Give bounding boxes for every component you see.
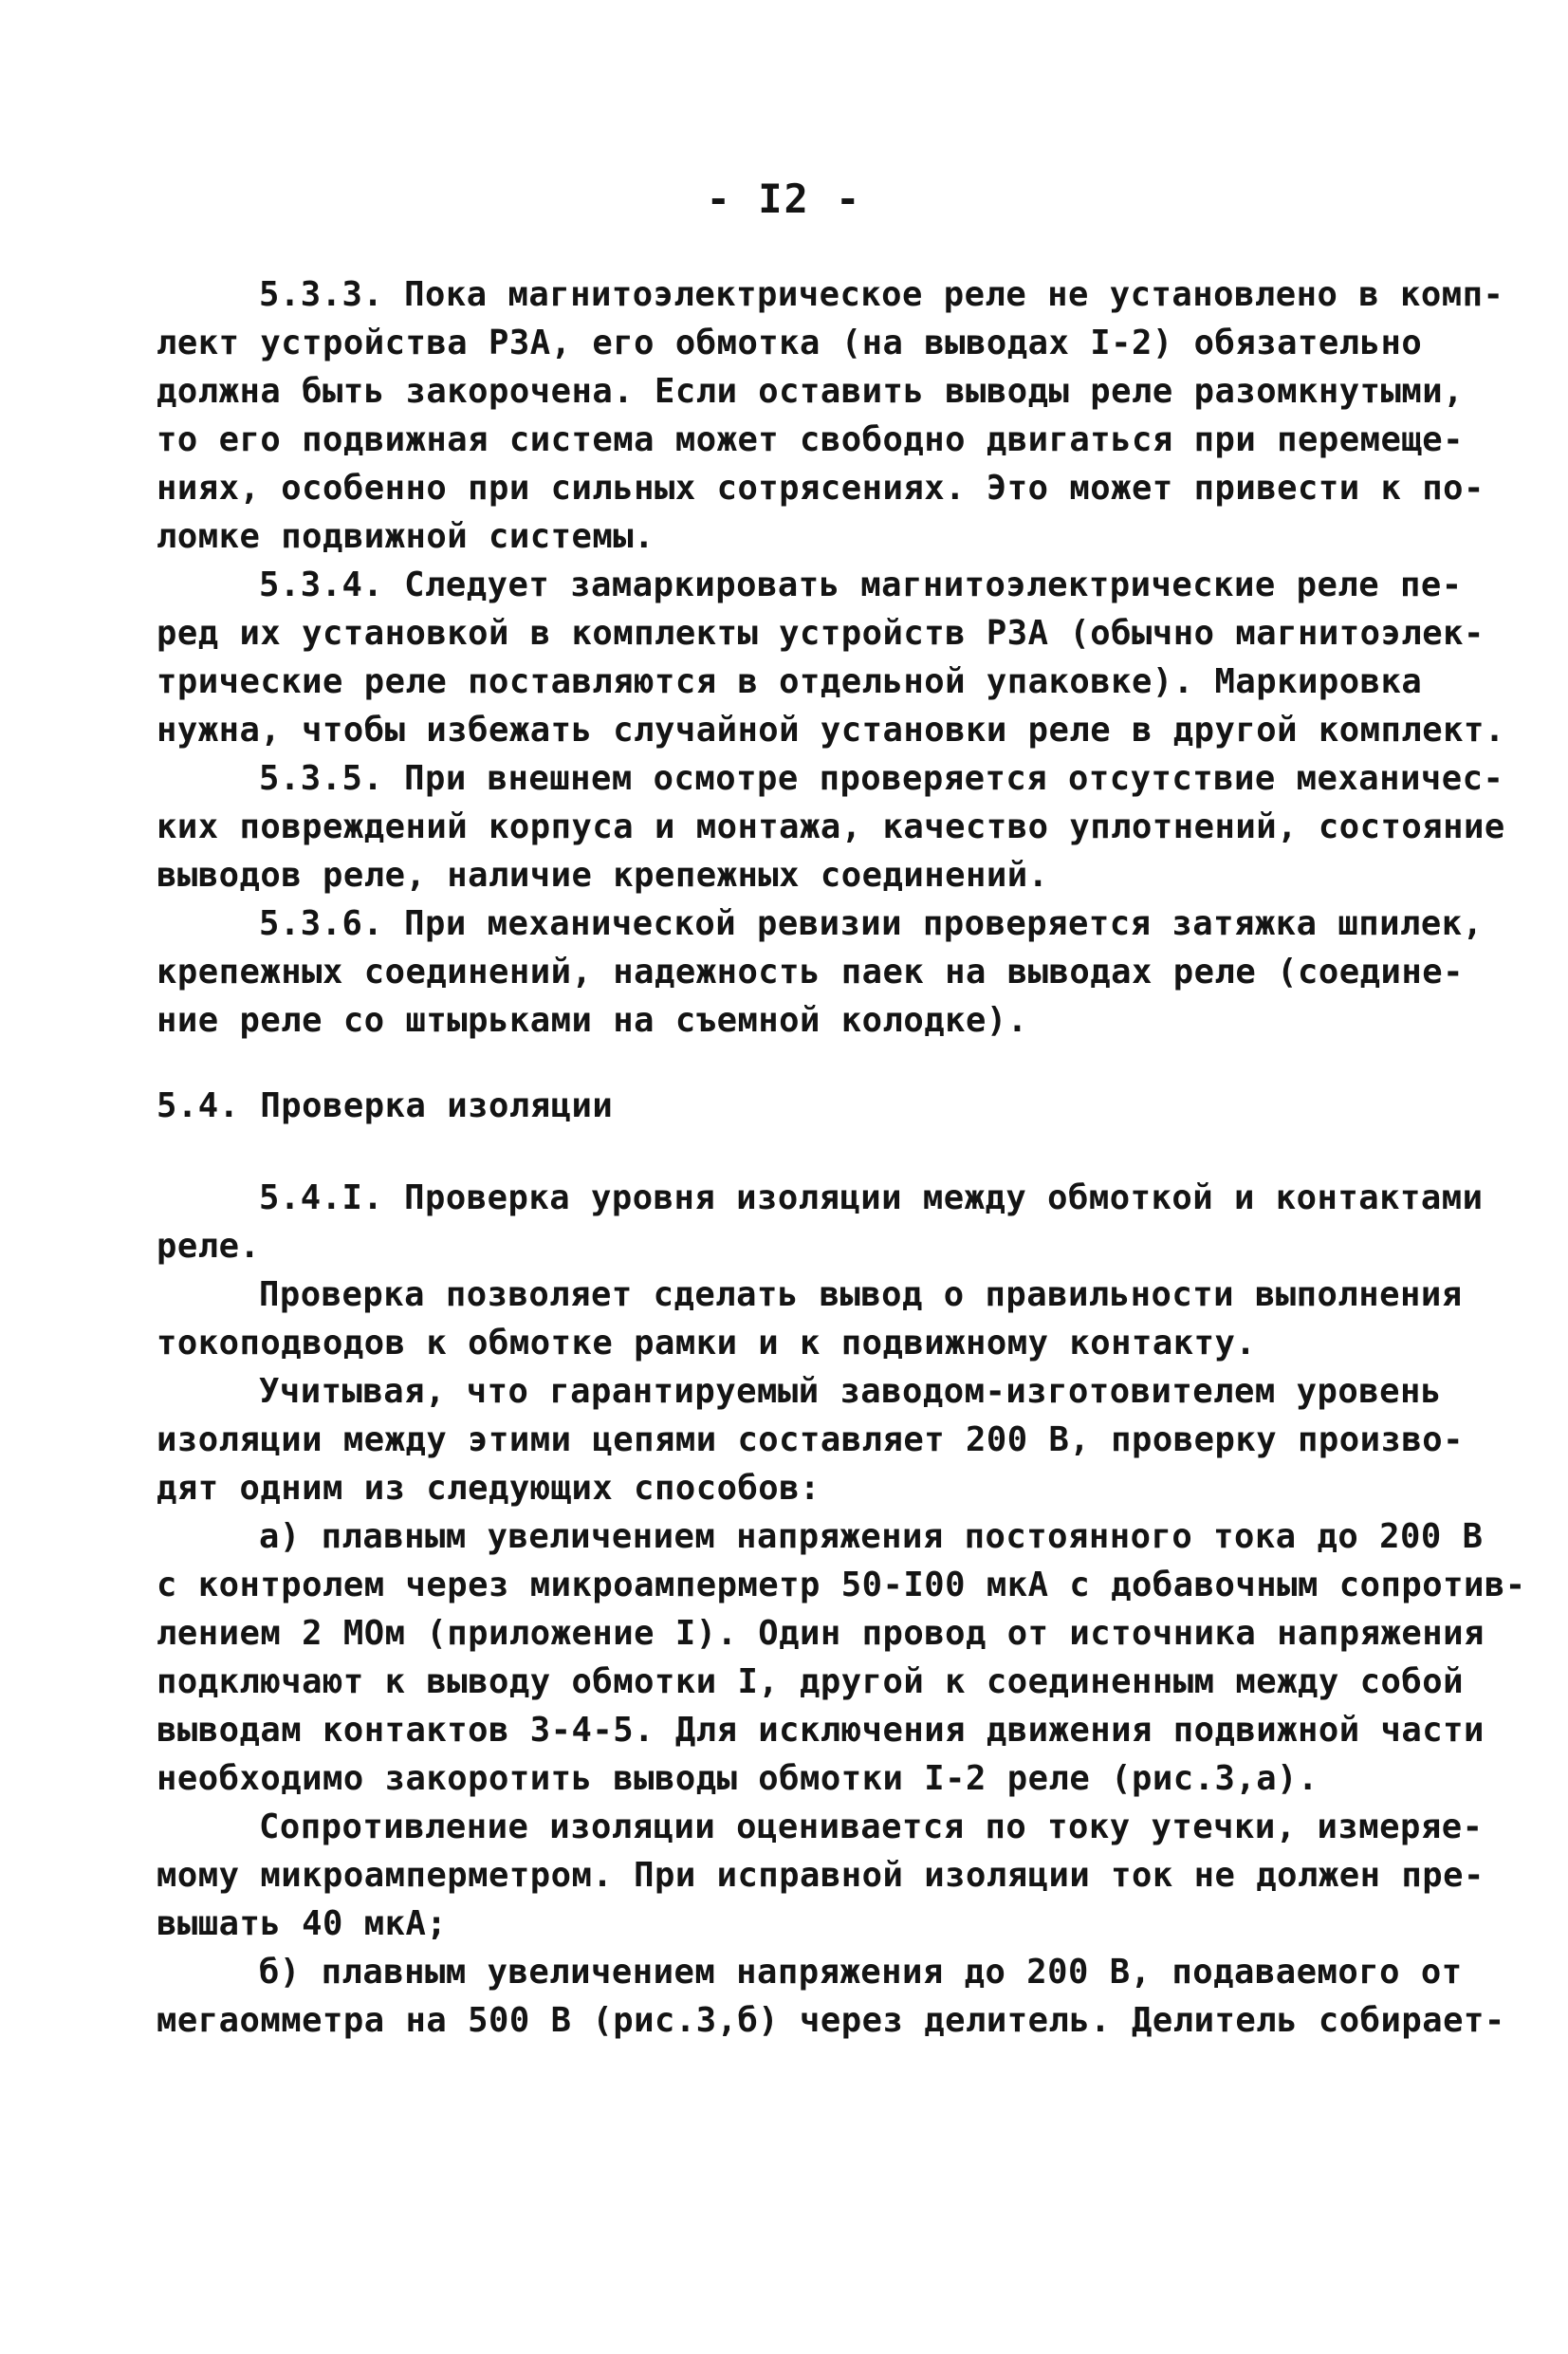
- text-line: а) плавным увеличением напряжения постоянного тока до 200 В: [259, 1517, 1484, 1556]
- text-line: ниях, особенно при сильных сотрясениях. Это может привести к по-: [157, 469, 1485, 508]
- paragraph-leakage-current: [157, 1803, 1485, 1948]
- text-line: лением 2 МОм (приложение I). Один провод от источника напряжения: [157, 1614, 1485, 1653]
- paragraph-check-purpose: [157, 1270, 1463, 1367]
- text-line: нужна, чтобы избежать случайной установки реле в другой комплект.: [157, 711, 1505, 750]
- section-heading: 5.4. Проверка изоляции: [157, 1086, 614, 1125]
- paragraph-method-a: [157, 1512, 1526, 1803]
- text-line: 5.3.4. Следует замаркировать магнитоэлектрические реле пе-: [259, 565, 1463, 604]
- text-line: б) плавным увеличением напряжения до 200 В, подаваемого от: [259, 1953, 1463, 1992]
- text-line: лект устройства РЗА, его обмотка (на выводах I-2) обязательно: [157, 324, 1423, 362]
- text-line: крепежных соединений, надежность паек на выводах реле (соедине-: [157, 953, 1464, 992]
- paragraph-5-3-4: [157, 561, 1505, 754]
- text-line: 5.4.I. Проверка уровня изоляции между обмоткой и контактами: [259, 1178, 1484, 1217]
- text-line: должна быть закорочена. Если оставить выводы реле разомкнутыми,: [157, 372, 1464, 411]
- section-heading-5-4: [157, 1082, 1428, 1130]
- text-line: мегаомметра на 500 В (рис.3,б) через делитель. Делитель собирает-: [157, 2001, 1505, 2040]
- text-line: 5.3.3. Пока магнитоэлектрическое реле не установлено в комп-: [259, 275, 1504, 314]
- paragraph-method-b: [157, 1948, 1505, 2045]
- page-number: - I2 -: [706, 176, 862, 222]
- text-line: ние реле со штырьками на съемной колодке).: [157, 1001, 1028, 1040]
- paragraph-5-3-3: [157, 270, 1504, 561]
- text-line: то его подвижная система может свободно двигаться при перемеще-: [157, 420, 1464, 459]
- text-line: ких повреждений корпуса и монтажа, качество уплотнений, состояние: [157, 807, 1505, 846]
- paragraph-guaranteed-level: [157, 1367, 1464, 1512]
- paragraph-5-3-6: [157, 899, 1484, 1045]
- text-line: с контролем через микроамперметр 50-I00 мкА с добавочным сопротив-: [157, 1566, 1526, 1604]
- text-line: 5.3.6. При механической ревизии проверяется затяжка шпилек,: [259, 904, 1484, 943]
- text-line: ред их установкой в комплекты устройств РЗА (обычно магнитоэлек-: [157, 614, 1485, 653]
- text-line: дят одним из следующих способов:: [157, 1469, 821, 1508]
- text-line: мому микроамперметром. При исправной изоляции ток не должен пре-: [157, 1856, 1485, 1895]
- text-line: выводов реле, наличие крепежных соединений.: [157, 856, 1049, 895]
- text-line: вышать 40 мкА;: [157, 1904, 448, 1943]
- text-line: изоляции между этими цепями составляет 200 В, проверку произво-: [157, 1420, 1464, 1459]
- text-line: реле.: [157, 1227, 261, 1266]
- text-line: токоподводов к обмотке рамки и к подвижному контакту.: [157, 1324, 1257, 1362]
- text-line: выводам контактов 3-4-5. Для исключения движения подвижной части: [157, 1711, 1485, 1750]
- paragraph-5-4-1: [157, 1174, 1484, 1270]
- text-line: Учитывая, что гарантируемый заводом-изготовителем уровень: [259, 1372, 1442, 1411]
- text-line: необходимо закоротить выводы обмотки I-2 реле (рис.3,а).: [157, 1759, 1319, 1798]
- text-line: Сопротивление изоляции оценивается по току утечки, измеряе-: [259, 1807, 1484, 1846]
- text-line: подключают к выводу обмотки I, другой к соединенным между собой: [157, 1662, 1464, 1701]
- text-line: Проверка позволяет сделать вывод о правильности выполнения: [259, 1275, 1463, 1314]
- text-line: ломке подвижной системы.: [157, 517, 655, 556]
- text-line: 5.3.5. При внешнем осмотре проверяется отсутствие механичес-: [259, 759, 1504, 798]
- paragraph-5-3-5: [157, 754, 1505, 899]
- text-line: трические реле поставляются в отдельной упаковке). Маркировка: [157, 662, 1423, 701]
